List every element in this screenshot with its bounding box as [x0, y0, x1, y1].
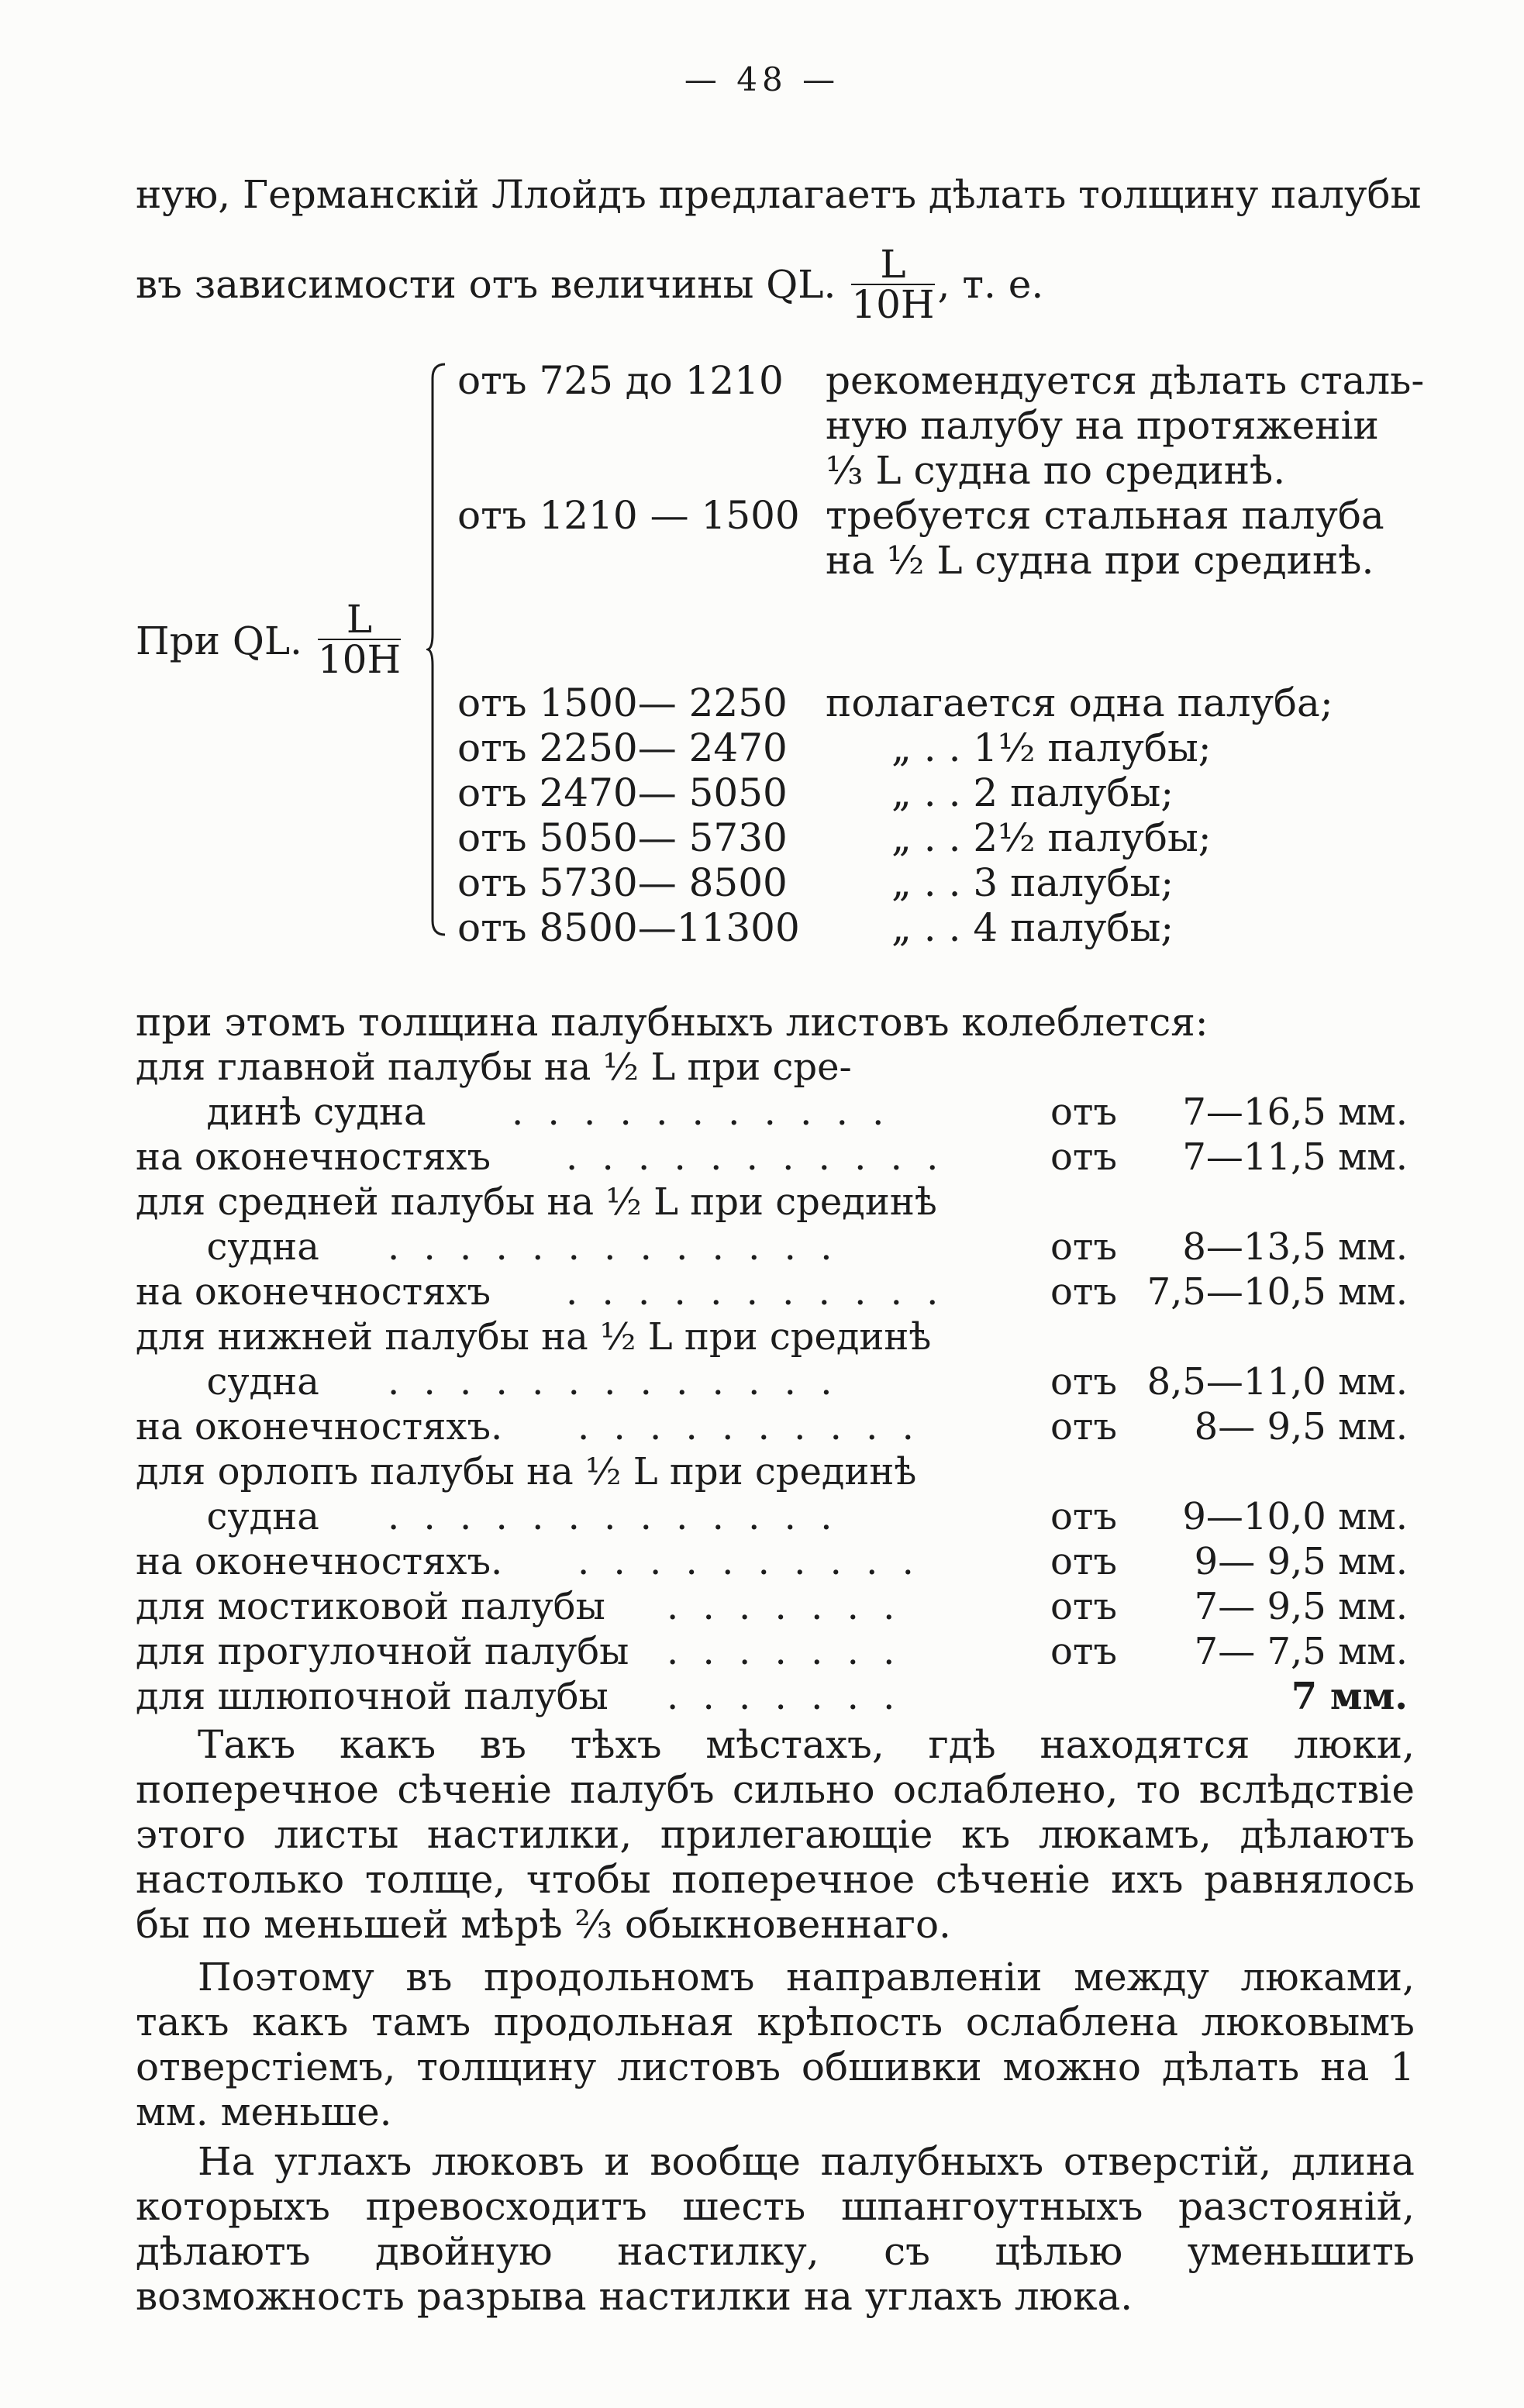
row-label: динѣ судна [136, 1090, 426, 1134]
row-value: 8—13,5 мм. [1182, 1225, 1408, 1269]
row-dots: . . . . . . . . . . . [566, 1270, 945, 1314]
condition-prefix: При QL. [136, 618, 302, 663]
row-from: отъ [1050, 1630, 1117, 1673]
thickness-row [0, 1449, 1524, 1494]
cond-text-0-1: ную палубу на протяженіи [826, 403, 1379, 448]
cond-text-6-0: „ . . 3 палубы; [891, 860, 1174, 905]
page-number: — 48 — [684, 60, 840, 98]
row-label: для прогулочной палубы [136, 1630, 629, 1673]
row-dots: . . . . . . . [667, 1630, 902, 1673]
cond-text-0-0: рекомендуется дѣлать сталь- [826, 358, 1425, 403]
row-label: на оконечностяхъ [136, 1270, 491, 1314]
row-label: для средней палубы на ½ L при срединѣ [136, 1180, 937, 1224]
thickness-row [0, 1090, 1524, 1135]
row-value: 8— 9,5 мм. [1194, 1405, 1408, 1449]
intro-fraction-num: L [851, 245, 934, 285]
cond-text-4-0: „ . . 2 палубы; [891, 770, 1174, 815]
condition-fraction-num: L [318, 600, 401, 640]
row-label: для нижней палубы на ½ L при срединѣ [136, 1315, 932, 1359]
row-label: судна [136, 1495, 319, 1538]
row-value: 7—11,5 мм. [1182, 1135, 1408, 1179]
cond-text-7-0: „ . . 4 палубы; [891, 905, 1174, 950]
row-value: 9—10,0 мм. [1182, 1495, 1408, 1538]
intro-line-1: ную, Германскій Ллойдъ предлагаетъ дѣлать толщину палубы [136, 172, 1422, 217]
row-from: отъ [1050, 1270, 1117, 1314]
cond-range-3: отъ 2250— 2470 [457, 725, 788, 770]
thickness-row [0, 1494, 1524, 1539]
cond-range-2: отъ 1500— 2250 [457, 680, 788, 725]
intro-line-2 [136, 242, 1044, 327]
intro-fraction-den: 10H [851, 282, 935, 327]
cond-range-0: отъ 725 до 1210 [457, 358, 784, 403]
row-value: 9— 9,5 мм. [1194, 1540, 1408, 1583]
row-label: для орлопъ палубы на ½ L при срединѣ [136, 1450, 917, 1493]
row-dots: . . . . . . . . . . . . . [388, 1225, 839, 1269]
cond-text-2-0: полагается одна палуба; [826, 680, 1333, 725]
thickness-row [0, 1674, 1524, 1719]
paragraph-1: Такъ какъ въ тѣхъ мѣстахъ, гдѣ находятся люки, поперечное сѣченіе палубъ сильно ослаблено, то вслѣдствіе этого листы настилки, прилегающіе къ люкамъ, дѣлаютъ настолько толще, чтобы поперечное сѣченіе ихъ равнялось бы по меньшей мѣрѣ ⅔ обыкновеннаго. [136, 1722, 1415, 1947]
row-from: отъ [1050, 1135, 1117, 1179]
curly-brace [426, 363, 447, 936]
row-label: судна [136, 1360, 319, 1404]
row-label: для шлюпочной палубы [136, 1675, 609, 1718]
row-from: отъ [1050, 1495, 1117, 1538]
cond-text-3-0: „ . . 1½ палубы; [891, 725, 1212, 770]
thickness-row [0, 1584, 1524, 1629]
thickness-row [0, 1180, 1524, 1225]
condition-fraction-den: 10H [317, 637, 402, 682]
row-dots: . . . . . . . [667, 1585, 902, 1628]
row-value: 7—16,5 мм. [1182, 1090, 1408, 1134]
row-dots: . . . . . . . . . . [578, 1540, 920, 1583]
thickness-row [0, 1539, 1524, 1584]
thickness-row [0, 1045, 1524, 1090]
row-from: отъ [1050, 1405, 1117, 1449]
intro-line-2-prefix: въ зависимости отъ величины QL. [136, 262, 836, 307]
thickness-intro: при этомъ толщина палубныхъ листовъ колеблется: [136, 1000, 1209, 1045]
cond-range-7: отъ 8500—11300 [457, 905, 800, 950]
row-label: на оконечностяхъ. [136, 1405, 503, 1449]
cond-range-1: отъ 1210 — 1500 [457, 493, 800, 538]
row-value: 8,5—11,0 мм. [1146, 1360, 1408, 1404]
cond-text-0-2: ⅓ L судна по срединѣ. [826, 448, 1286, 493]
cond-range-4: отъ 2470— 5050 [457, 770, 788, 815]
intro-fraction [851, 242, 935, 327]
row-label: для главной палубы на ½ L при сре- [136, 1046, 852, 1089]
cond-text-1-1: на ½ L судна при срединѣ. [826, 538, 1374, 583]
thickness-row [0, 1629, 1524, 1674]
thickness-row [0, 1404, 1524, 1449]
condition-fraction [317, 597, 402, 682]
thickness-row [0, 1359, 1524, 1404]
row-dots: . . . . . . . . . . . . . [388, 1495, 839, 1538]
row-label: для мостиковой палубы [136, 1585, 605, 1628]
thickness-row [0, 1225, 1524, 1269]
thickness-row [0, 1269, 1524, 1314]
row-dots: . . . . . . . . . . . [512, 1090, 891, 1134]
row-value: 7,5—10,5 мм. [1146, 1270, 1408, 1314]
thickness-row [0, 1135, 1524, 1180]
condition-label [136, 597, 402, 684]
row-from: отъ [1050, 1360, 1117, 1404]
paragraph-2: Поэтому въ продольномъ направленіи между люками, такъ какъ тамъ продольная крѣпость ослаблена люковымъ отверстіемъ, толщину листовъ обшивки можно дѣлать на 1 мм. меньше. [136, 1955, 1415, 2134]
row-from: отъ [1050, 1090, 1117, 1134]
row-dots: . . . . . . . . . . . [566, 1135, 945, 1179]
row-from: отъ [1050, 1225, 1117, 1269]
cond-range-5: отъ 5050— 5730 [457, 815, 788, 860]
row-label: судна [136, 1225, 319, 1269]
cond-text-5-0: „ . . 2½ палубы; [891, 815, 1212, 860]
cond-text-1-0: требуется стальная палуба [826, 493, 1384, 538]
row-from: отъ [1050, 1585, 1117, 1628]
row-dots: . . . . . . . . . . . . . [388, 1360, 839, 1404]
row-from: отъ [1050, 1540, 1117, 1583]
row-dots: . . . . . . . . . . [578, 1405, 920, 1449]
intro-line-2-suffix: , т. е. [937, 262, 1044, 307]
paragraph-3: На углахъ люковъ и вообще палубныхъ отверстій, длина которыхъ превосходитъ шесть шпангоутныхъ разстояній, дѣлаютъ двойную настилку, съ цѣлью уменьшить возможность разрыва настилки на углахъ люка. [136, 2139, 1415, 2319]
row-label: на оконечностяхъ. [136, 1540, 503, 1583]
row-label: на оконечностяхъ [136, 1135, 491, 1179]
row-value: 7— 9,5 мм. [1194, 1585, 1408, 1628]
row-value: 7 мм. [1291, 1675, 1408, 1718]
row-value: 7— 7,5 мм. [1194, 1630, 1408, 1673]
cond-range-6: отъ 5730— 8500 [457, 860, 788, 905]
row-dots: . . . . . . . [667, 1675, 902, 1718]
thickness-row [0, 1314, 1524, 1359]
